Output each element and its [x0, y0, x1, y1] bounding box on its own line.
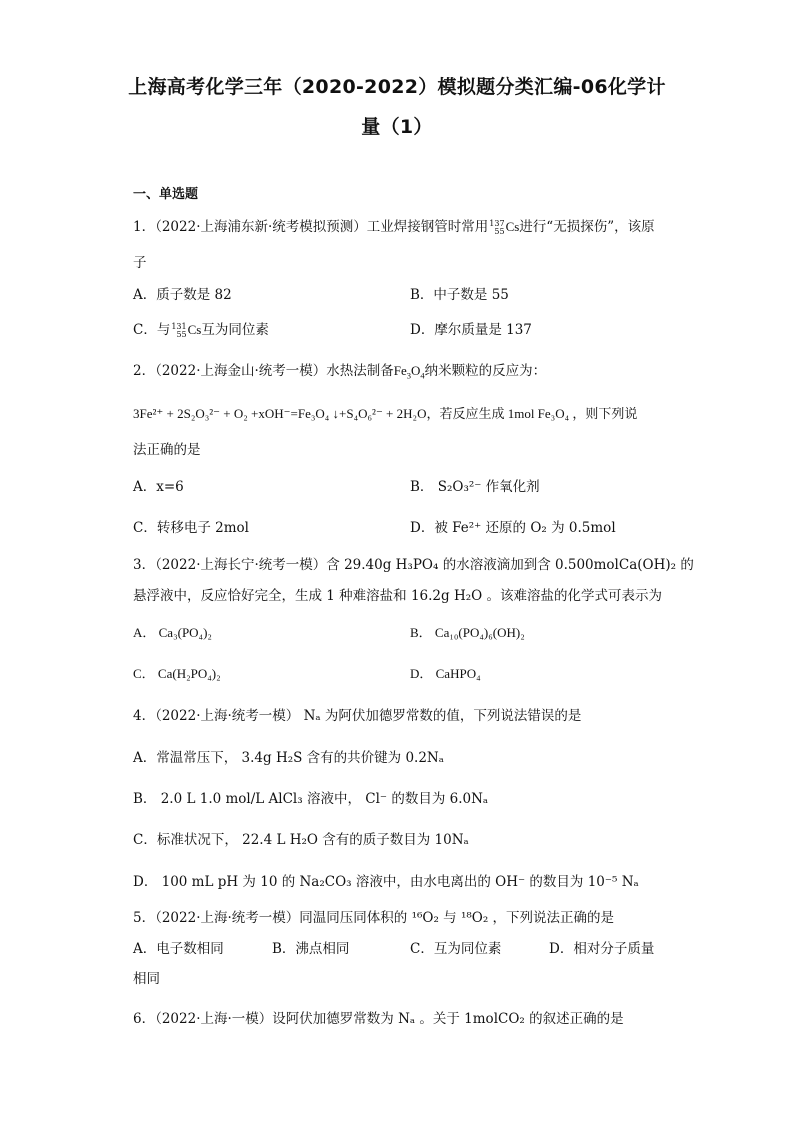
- question-3-option-a: A． Ca₃(PO₄)₂: [133, 625, 212, 640]
- question-2-option-b: B． S₂O₃²⁻ 作氧化剂: [410, 479, 540, 495]
- question-3-stem: 3．（2022·上海长宁·统考一模）含 29.40g H₃PO₄ 的水溶液滴加到含 0.500molCa(OH)₂ 的: [133, 557, 694, 573]
- question-2-stem: 2．（2022·上海金山·统考一模）水热法制备$Fe_3O_4$纳米颗粒的反应为：: [133, 363, 547, 381]
- question-5-option-a: A．电子数相同: [133, 941, 224, 957]
- question-4-stem: 4．（2022·上海·统考一模） Nₐ 为阿伏加德罗常数的值，下列说法错误的是: [133, 708, 582, 724]
- question-1-option-c: C．与 131 55 Cs互为同位素: [133, 321, 269, 339]
- section-heading: 一、单选题: [133, 187, 199, 202]
- question-1-option-a: A．质子数是 82: [133, 287, 232, 303]
- question-5-option-c: C．互为同位素: [410, 941, 502, 957]
- question-3-stem-cont: 悬浮液中，反应恰好完全，生成 1 种难溶盐和 16.2g H₂O 。该难溶盐的化学式可表示为: [133, 588, 662, 604]
- question-4-option-c: C．标准状况下， 22.4 L H₂O 含有的质子数目为 10Nₐ: [133, 832, 469, 848]
- question-2-equation: 3Fe²⁺ + 2S₂O₃²⁻ + O₂ +xOH⁻=Fe₃O₄ ↓+S₄O₆²⁻ + 2H₂O，若反应生成 1mol Fe₃O₄ ，则下列说: [133, 406, 638, 421]
- question-5-option-b: B．沸点相同: [272, 941, 350, 957]
- question-1-option-b: B．中子数是 55: [410, 287, 509, 303]
- document-title-line-2: 量（1）: [361, 116, 433, 138]
- question-1-prefix: 1．（2022·上海浦东新·统考模拟预测）工业焊接钢管时常用: [133, 219, 489, 235]
- question-6-stem: 6．（2022·上海·一模）设阿伏加德罗常数为 Nₐ 。关于 1molCO₂ 的叙述正确的是: [133, 1011, 624, 1027]
- question-3-option-c: C． Ca(H₂PO₄)₂: [133, 666, 221, 681]
- question-2-stem-cont: 法正确的是: [133, 442, 201, 458]
- question-4-option-a: A．常温常压下， 3.4g H₂S 含有的共价键为 0.2Nₐ: [133, 750, 444, 766]
- question-1-stem: [133, 218, 655, 236]
- question-3-option-d: D． CaHPO₄: [410, 666, 481, 681]
- question-1-suffix: 进行“无损探伤”，该原: [519, 219, 655, 235]
- element-symbol: Cs: [505, 219, 520, 234]
- question-2-option-d: D．被 Fe²⁺ 还原的 O₂ 为 0.5mol: [410, 520, 616, 536]
- question-2-option-c: C．转移电子 2mol: [133, 520, 249, 536]
- question-4-option-b: B． 2.0 L 1.0 mol/L AlCl₃ 溶液中， Cl⁻ 的数目为 6.0Nₐ: [133, 791, 489, 807]
- question-4-option-d: D． 100 mL pH 为 10 的 Na₂CO₃ 溶液中，由水电离出的 OH⁻ 的数目为 10⁻⁵ Nₐ: [133, 874, 639, 890]
- document-title-line-1: 上海高考化学三年（2020-2022）模拟题分类汇编-06化学计: [128, 76, 666, 98]
- question-5-stem: 5．（2022·上海·统考一模）同温同压同体积的 ¹⁶O₂ 与 ¹⁸O₂ ，下列说法正确的是: [133, 910, 615, 926]
- question-1-option-d: D．摩尔质量是 137: [410, 322, 532, 338]
- question-5-option-d: D．相对分子质量: [549, 941, 655, 957]
- question-1-stem-cont: 子: [133, 255, 147, 271]
- question-5-option-d-cont: 相同: [133, 971, 160, 987]
- nuclide-symbol: 137 55: [489, 218, 505, 236]
- question-2-option-a: A．x=6: [133, 479, 184, 495]
- question-3-option-b: B． Ca₁₀(PO₄)₆(OH)₂: [410, 625, 525, 640]
